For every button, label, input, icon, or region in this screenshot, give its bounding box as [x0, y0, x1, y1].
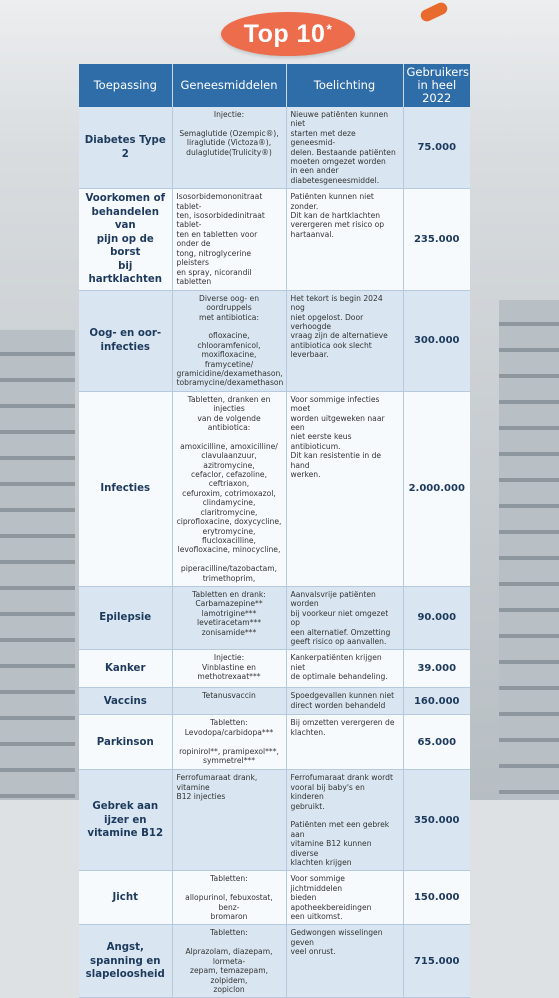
- row-category: Infecties: [79, 391, 172, 586]
- row-explanation: Voor sommige infecties moet worden uitgeweken naar een niet eerste keus antibioticum. Dit kan resistentie in de hand werken.: [286, 391, 403, 586]
- row-explanation: Bij omzetten verergeren de klachten.: [286, 715, 403, 770]
- row-medicines: Diverse oog- en oordruppels met antibiotica: ofloxacine, chlooramfenicol, moxifloxacine, framycetine/ gramicidine/dexamethason, tobramycine/dexamethason: [172, 290, 286, 391]
- table-row: [79, 715, 470, 770]
- row-users: 715.000: [403, 925, 470, 998]
- row-category: Kanker: [79, 650, 172, 688]
- row-category: Vaccins: [79, 688, 172, 715]
- row-users: 2.000.000: [403, 391, 470, 586]
- row-users: 75.000: [403, 107, 470, 189]
- row-category: Jicht: [79, 871, 172, 925]
- header-geneesmiddelen: Geneesmiddelen: [172, 64, 286, 107]
- row-category: Parkinson: [79, 715, 172, 770]
- row-explanation: Kankerpatiënten krijgen niet de optimale behandeling.: [286, 650, 403, 688]
- badge-mark: *: [326, 21, 333, 37]
- background-shelf-right: [499, 300, 559, 800]
- row-medicines: Tabletten, dranken en injecties van de volgende antibiotica: amoxicilline, amoxicilline/ clavulaanzuur, azitromycine, cefaclor, cefazoline, ceftriaxon, cefuroxim, cotrimoxazol, clindamycine, claritromycine, ciprofloxacine, doxycycline, erytromycine, flucloxacilline, levofloxacine, minocycline, piperacilline/tazobactam, trimethoprim,: [172, 391, 286, 586]
- row-medicines: Isosorbidemononitraat tablet- ten, isosorbidedinitraat tablet- ten en tabletten voor onder de tong, nitroglycerine pleisters en spray, nicorandil tabletten: [172, 189, 286, 291]
- row-medicines: Injectie: Semaglutide (Ozempic®), liraglutide (Victoza®), dulaglutide(Trulicity®): [172, 107, 286, 189]
- table-row: [79, 650, 470, 688]
- row-explanation: Gedwongen wisselingen geven veel onrust.: [286, 925, 403, 998]
- row-medicines: Ferrofumaraat drank, vitamine B12 injecties: [172, 770, 286, 871]
- row-category: Angst, spanning en slapeloosheid: [79, 925, 172, 998]
- table-row: [79, 770, 470, 871]
- table-row: [79, 189, 470, 291]
- row-medicines: Tabletten: Alprazolam, diazepam, lormeta- zepam, temazepam, zolpidem, zopiclon: [172, 925, 286, 998]
- row-medicines: Injectie: Vinblastine en methotrexaat***: [172, 650, 286, 688]
- header-gebruikers: Gebruikers in heel 2022: [403, 64, 470, 107]
- row-users: 300.000: [403, 290, 470, 391]
- row-explanation: Nieuwe patiënten kunnen niet starten met deze geneesmid- delen. Bestaande patiënten moeten omgezet worden in een ander diabetesgeneesmiddel.: [286, 107, 403, 189]
- row-explanation: Aanvalsvrije patiënten worden bij voorkeur niet omgezet op een alternatief. Omzetting geeft risico op aanvallen.: [286, 586, 403, 649]
- row-explanation: Spoedgevallen kunnen niet direct worden behandeld: [286, 688, 403, 715]
- row-explanation: Patiënten kunnen niet zonder. Dit kan de hartklachten verergeren met risico op hartaanval.: [286, 189, 403, 291]
- table-row: [79, 925, 470, 998]
- header-toepassing: Toepassing: [79, 64, 172, 107]
- table-header-row: [79, 64, 470, 107]
- background-shelf-left: [0, 330, 75, 800]
- top10-badge: [221, 12, 355, 56]
- badge-title: Top 10: [243, 19, 326, 48]
- row-users: 150.000: [403, 871, 470, 925]
- row-medicines: Tabletten en drank: Carbamazepine** lamotrigine*** levetiracetam*** zonisamide***: [172, 586, 286, 649]
- row-category: Epilepsie: [79, 586, 172, 649]
- row-explanation: Het tekort is begin 2024 nog niet opgelost. Door verhoogde vraag zijn de alternatieve antibiotica ook slecht leverbaar.: [286, 290, 403, 391]
- header-toelichting: Toelichting: [286, 64, 403, 107]
- row-category: Diabetes Type 2: [79, 107, 172, 189]
- row-medicines: Tetanusvaccin: [172, 688, 286, 715]
- table-row: [79, 688, 470, 715]
- row-explanation: Ferrofumaraat drank wordt vooral bij baby's en kinderen gebruikt. Patiënten met een gebrek aan vitamine B12 kunnen diverse klachten krijgen: [286, 770, 403, 871]
- table-row: [79, 586, 470, 649]
- row-users: 90.000: [403, 586, 470, 649]
- row-medicines: Tabletten: Levodopa/carbidopa*** ropinirol**, pramipexol***, symmetrel***: [172, 715, 286, 770]
- row-category: Gebrek aan ijzer en vitamine B12: [79, 770, 172, 871]
- row-users: 350.000: [403, 770, 470, 871]
- table-row: [79, 107, 470, 189]
- shortage-table: [79, 64, 470, 998]
- table-row: [79, 391, 470, 586]
- row-users: 235.000: [403, 189, 470, 291]
- table-row: [79, 871, 470, 925]
- row-category: Oog- en oor- infecties: [79, 290, 172, 391]
- table-row: [79, 290, 470, 391]
- row-users: 65.000: [403, 715, 470, 770]
- row-medicines: Tabletten: allopurinol, febuxostat, benz- bromaron: [172, 871, 286, 925]
- row-users: 39.000: [403, 650, 470, 688]
- row-users: 160.000: [403, 688, 470, 715]
- row-explanation: Voor sommige jichtmiddelen bieden apotheekbereidingen een uitkomst.: [286, 871, 403, 925]
- row-category: Voorkomen of behandelen van pijn op de borst bij hartklachten: [79, 189, 172, 291]
